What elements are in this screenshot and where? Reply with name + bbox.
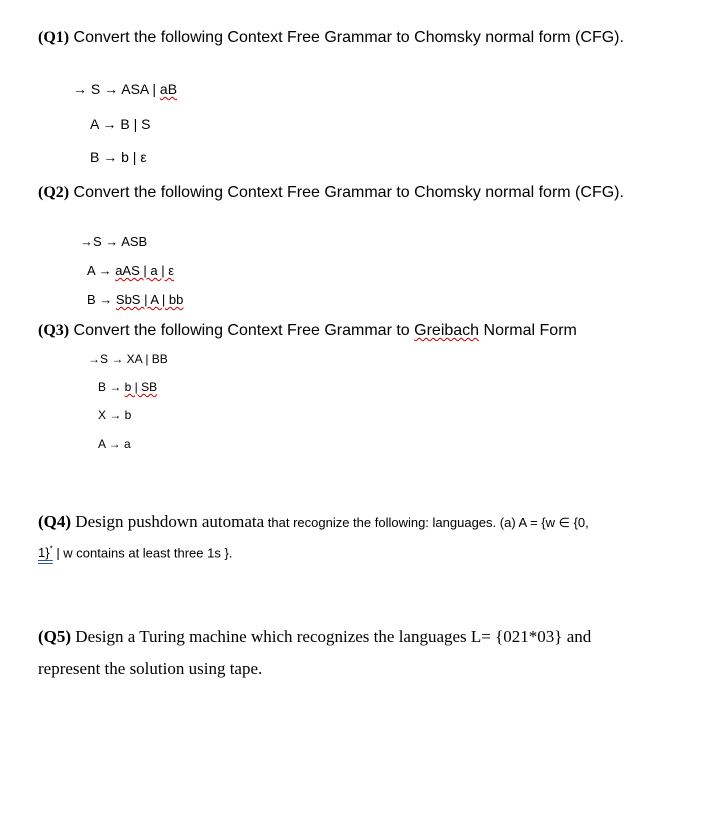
question-2: [38, 184, 624, 202]
rule-head: A →: [87, 263, 116, 278]
question-2-number: (Q2): [38, 184, 70, 201]
rule-body: ASB: [121, 234, 148, 249]
question-1-number: (Q1): [38, 29, 70, 46]
rule-body-flagged: aAS | a | ε: [115, 263, 174, 278]
question-5-text: Design a Turing machine which recognizes the languages L= {021*03} and: [71, 627, 592, 646]
grammar-rule: [98, 437, 131, 451]
question-4-number: (Q4): [38, 512, 72, 531]
question-1-text: Convert the following Context Free Grammar to Chomsky normal form (CFG).: [69, 29, 624, 46]
question-4: [38, 512, 589, 532]
question-3-text-end: Normal Form: [479, 322, 577, 339]
rule-head: →S →: [88, 352, 127, 366]
rule-head: A →: [98, 437, 125, 451]
grammar-rule: [80, 234, 147, 249]
grammar-rule: [88, 352, 168, 366]
grammar-rule: [87, 263, 174, 278]
rule-head: →S →: [80, 234, 122, 249]
question-5-line-2: represent the solution using tape.: [38, 659, 263, 678]
question-3-number: (Q3): [38, 322, 70, 339]
question-5-number: (Q5): [38, 627, 72, 646]
rule-body: XA | BB: [126, 352, 168, 366]
question-2-text: Convert the following Context Free Grammar to Chomsky normal form (CFG).: [69, 184, 624, 201]
question-4-set: 1}: [38, 545, 50, 561]
rule-head: B →: [90, 149, 122, 165]
rule-body-flagged: aB: [159, 81, 178, 97]
grammar-rule: [73, 81, 177, 97]
question-3-text: Convert the following Context Free Grammar to: [69, 322, 415, 339]
grammar-rule: [98, 380, 157, 394]
question-4-text: that recognize the following: languages. (a) A = {w ∈ {0,: [264, 515, 589, 530]
rule-body: b: [124, 408, 132, 422]
rule-head: → S →: [73, 81, 122, 97]
kleene-star: *: [49, 545, 53, 554]
rule-body-flagged: SbS | A | bb: [115, 292, 184, 307]
grammar-rule: [90, 149, 147, 165]
rule-head: X →: [98, 408, 125, 422]
grammar-rule: [87, 292, 183, 307]
grammar-rule: [98, 408, 131, 422]
question-3: [38, 322, 577, 340]
rule-body: B | S: [120, 116, 151, 132]
rule-head: A →: [90, 116, 121, 132]
question-4-set-flagged: [38, 545, 53, 560]
rule-body-flagged: b | SB: [124, 380, 158, 394]
question-1: [38, 29, 624, 47]
rule-body: b | ε: [121, 149, 147, 165]
question-4-condition: | w contains at least three 1s }.: [52, 545, 233, 561]
rule-body: a: [124, 437, 131, 451]
question-5: [38, 627, 591, 647]
rule-body: ASA |: [121, 81, 160, 97]
question-3-flagged-word: Greibach: [414, 322, 480, 339]
grammar-rule: [90, 116, 150, 132]
question-4-line-2: [38, 545, 232, 560]
rule-head: B →: [98, 380, 125, 394]
rule-head: B →: [87, 292, 116, 307]
question-4-heading: Design pushdown automata: [71, 512, 265, 531]
